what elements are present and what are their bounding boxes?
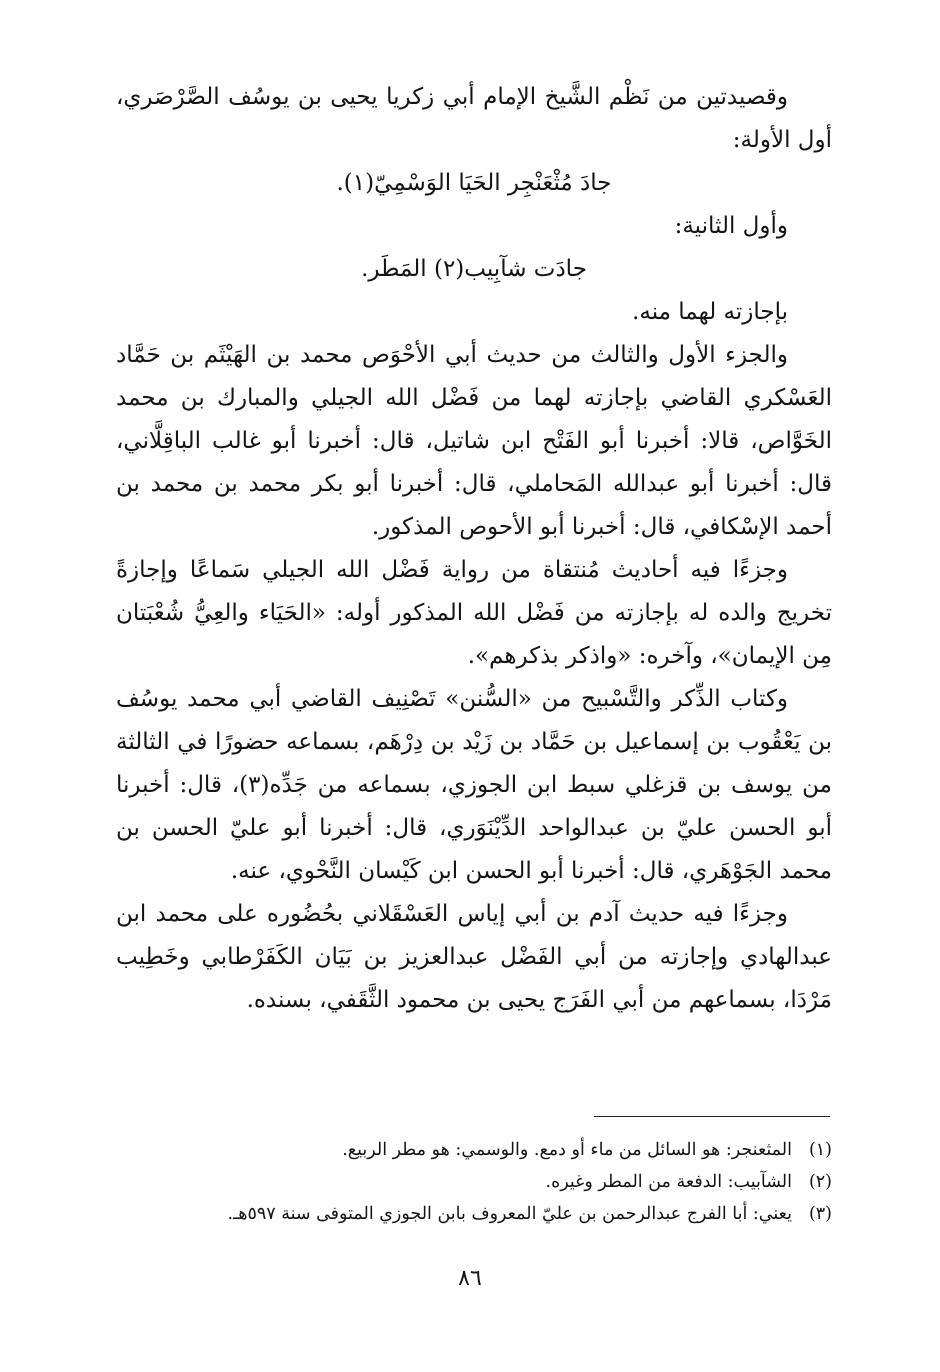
paragraph: وأول الثانية: bbox=[674, 213, 788, 239]
footnote-text: يعني: أبا الفرج عبدالرحمن بن عليّ المعروف بابن الجوزي المتوفى سنة ٥٩٧هـ. bbox=[227, 1204, 792, 1224]
footnote bbox=[116, 1166, 832, 1198]
paragraph: وجزءًا فيه حديث آدم بن أبي إياس العَسْقَلاني بحُضُوره على محمد ابن عبدالهادي وإجازته من أبي الفَضْل عبدالعزيز بن بَيَان الكَفَرْطابي وخَطِيب مَرْدَا، بسماعهم من أبي الفَرَج يحيى بن محمود الثَّقَفي، بسنده. bbox=[116, 901, 832, 1013]
footnote-text: المثعنجر: هو السائل من ماء أو دمع. والوسمي: هو مطر الربيع. bbox=[342, 1140, 792, 1160]
verse-line: جادَ مُثْعَنْجِر الحَيَا الوَسْمِيّ(١). bbox=[336, 170, 612, 196]
paragraph: والجزء الأول والثالث من حديث أبي الأحْوَص محمد بن الهَيْثَم بن حَمَّاد العَسْكري القاضي بإجازته لهما من فَضْل الله الجيلي والمبارك بن محمد الخَوَّاص، قالا: أخبرنا أبو الفَتْح ابن شاتيل، قال: أخبرنا أبو غالب الباقِلَّاني، قال: أخبرنا أبو عبدالله المَحاملي، قال: أخبرنا أبو بكر محمد بن محمد بن أحمد الإسْكافي، قال: أخبرنا أبو الأحوص المذكور. bbox=[116, 342, 832, 540]
paragraph: وجزءًا فيه أحاديث مُنتقاة من رواية فَضْل الله الجيلي سَماعًا وإجازةً تخريج والده له بإجازته من فَضْل الله المذكور أوله: «الحَيَاء والعِيُّ شُعْبَتان مِن الإيمان»، وآخره: «واذكر بذكرهم». bbox=[116, 557, 832, 669]
paragraph: وكتاب الذِّكر والتَّسْبيح من «السُّنن» تَصْنِيف القاضي أبي محمد يوسُف بن يَعْقُوب بن إسماعيل بن حَمَّاد بن زَيْد بن دِرْهَم، بسماعه حضورًا في الثالثة من يوسف بن قزغلي سبط ابن الجوزي، بسماعه من جَدِّه(٣)، قال: أخبرنا أبو الحسن عليّ بن عبدالواحد الدِّيْنَوَري، قال: أخبرنا أبو عليّ الحسن بن محمد الجَوْهَري، قال: أخبرنا أبو الحسن ابن كَيْسان النَّحْوي، عنه. bbox=[116, 686, 832, 884]
paragraph: وقصيدتين من نَظْم الشَّيخ الإمام أبي زكريا يحيى بن يوسُف الصَّرْصَري، أول الأولة: bbox=[116, 84, 832, 153]
main-text bbox=[116, 76, 832, 1022]
verse-line: جادَت شآبِيب(٢) المَطَر. bbox=[361, 256, 587, 282]
footnote-divider bbox=[594, 1116, 830, 1117]
footnote-number: (١) bbox=[808, 1140, 832, 1160]
footnote-text: الشآبيب: الدفعة من المطر وغيره. bbox=[545, 1172, 792, 1192]
footnote bbox=[116, 1134, 832, 1166]
paragraph: بإجازته لهما منه. bbox=[632, 299, 788, 325]
footnote-number: (٣) bbox=[808, 1204, 832, 1224]
footnote-number: (٢) bbox=[808, 1172, 832, 1192]
footnote bbox=[116, 1198, 832, 1230]
footnotes bbox=[116, 1134, 832, 1230]
page-number: ٨٦ bbox=[458, 1266, 482, 1291]
